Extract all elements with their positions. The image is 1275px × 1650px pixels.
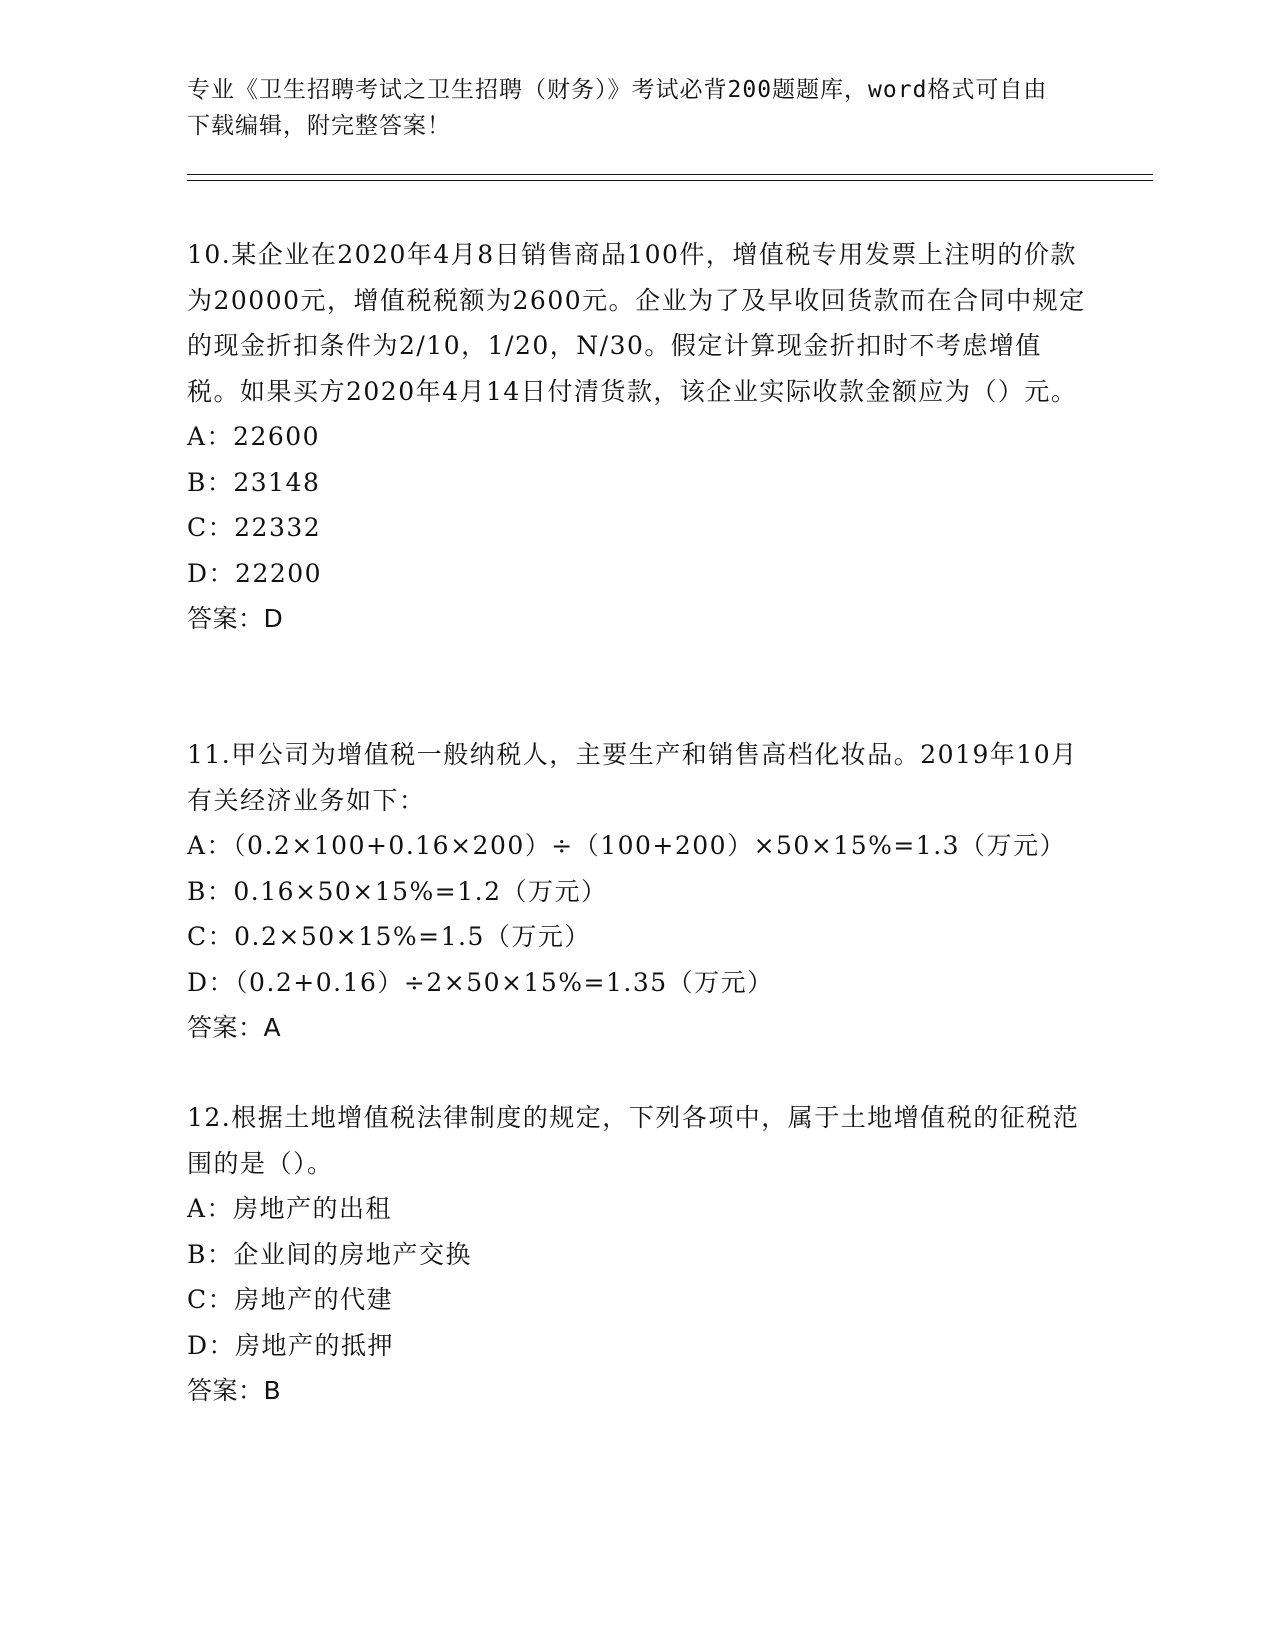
question-stem: 10.某企业在2020年4月8日销售商品100件，增值税专用发票上注明的价款为20000元，增值税税额为2600元。企业为了及早收回货款而在合同中规定的现金折扣条件为2/10，1/20，N/30。假定计算现金折扣时不考虑增值税。如果买方2020年4月14日付清货款，该企业实际收款金额应为（）元。 [187,240,1086,406]
question-stem: 12.根据土地增值税法律制度的规定，下列各项中，属于土地增值税的征税范围的是（）。 [187,1103,1080,1178]
question-stem: 11.甲公司为增值税一般纳税人，主要生产和销售高档化妆品。2019年10月有关经济业务如下： [187,740,1078,815]
question-11 [187,732,1087,1051]
option-a: A：房地产的出租 [187,1194,393,1223]
option-c: C：房地产的代建 [187,1285,394,1314]
question-12 [187,1095,1087,1414]
option-b: B：0.16×50×15%=1.2（万元） [187,876,608,906]
option-d: D：房地产的抵押 [187,1330,395,1360]
option-b: B：企业间的房地产交换 [187,1239,472,1269]
answer-line: 答案：A [187,1013,282,1042]
option-a: A：（0.2×100+0.16×200）÷（100+200）×50×15%=1.3（万元） [187,831,1067,860]
question-10 [187,232,1087,642]
option-list [187,1186,1087,1368]
header-rule-bottom [187,180,1153,181]
option-list [187,823,1087,1005]
option-c: C：0.2×50×15%=1.5（万元） [187,922,591,951]
option-d: D：（0.2+0.16）÷2×50×15%=1.35（万元） [187,967,774,997]
document-header: 专业《卫生招聘考试之卫生招聘（财务）》考试必背200题题库，word格式可自由下载编辑，附完整答案！ [187,77,1048,139]
option-list [187,414,1087,596]
option-d: D：22200 [187,558,323,588]
answer-line: 答案：D [187,604,284,633]
option-c: C：22332 [187,513,322,542]
header-rule-top [187,174,1153,175]
option-a: A：22600 [187,422,321,451]
option-b: B：23148 [187,467,321,497]
answer-line: 答案：B [187,1376,282,1405]
